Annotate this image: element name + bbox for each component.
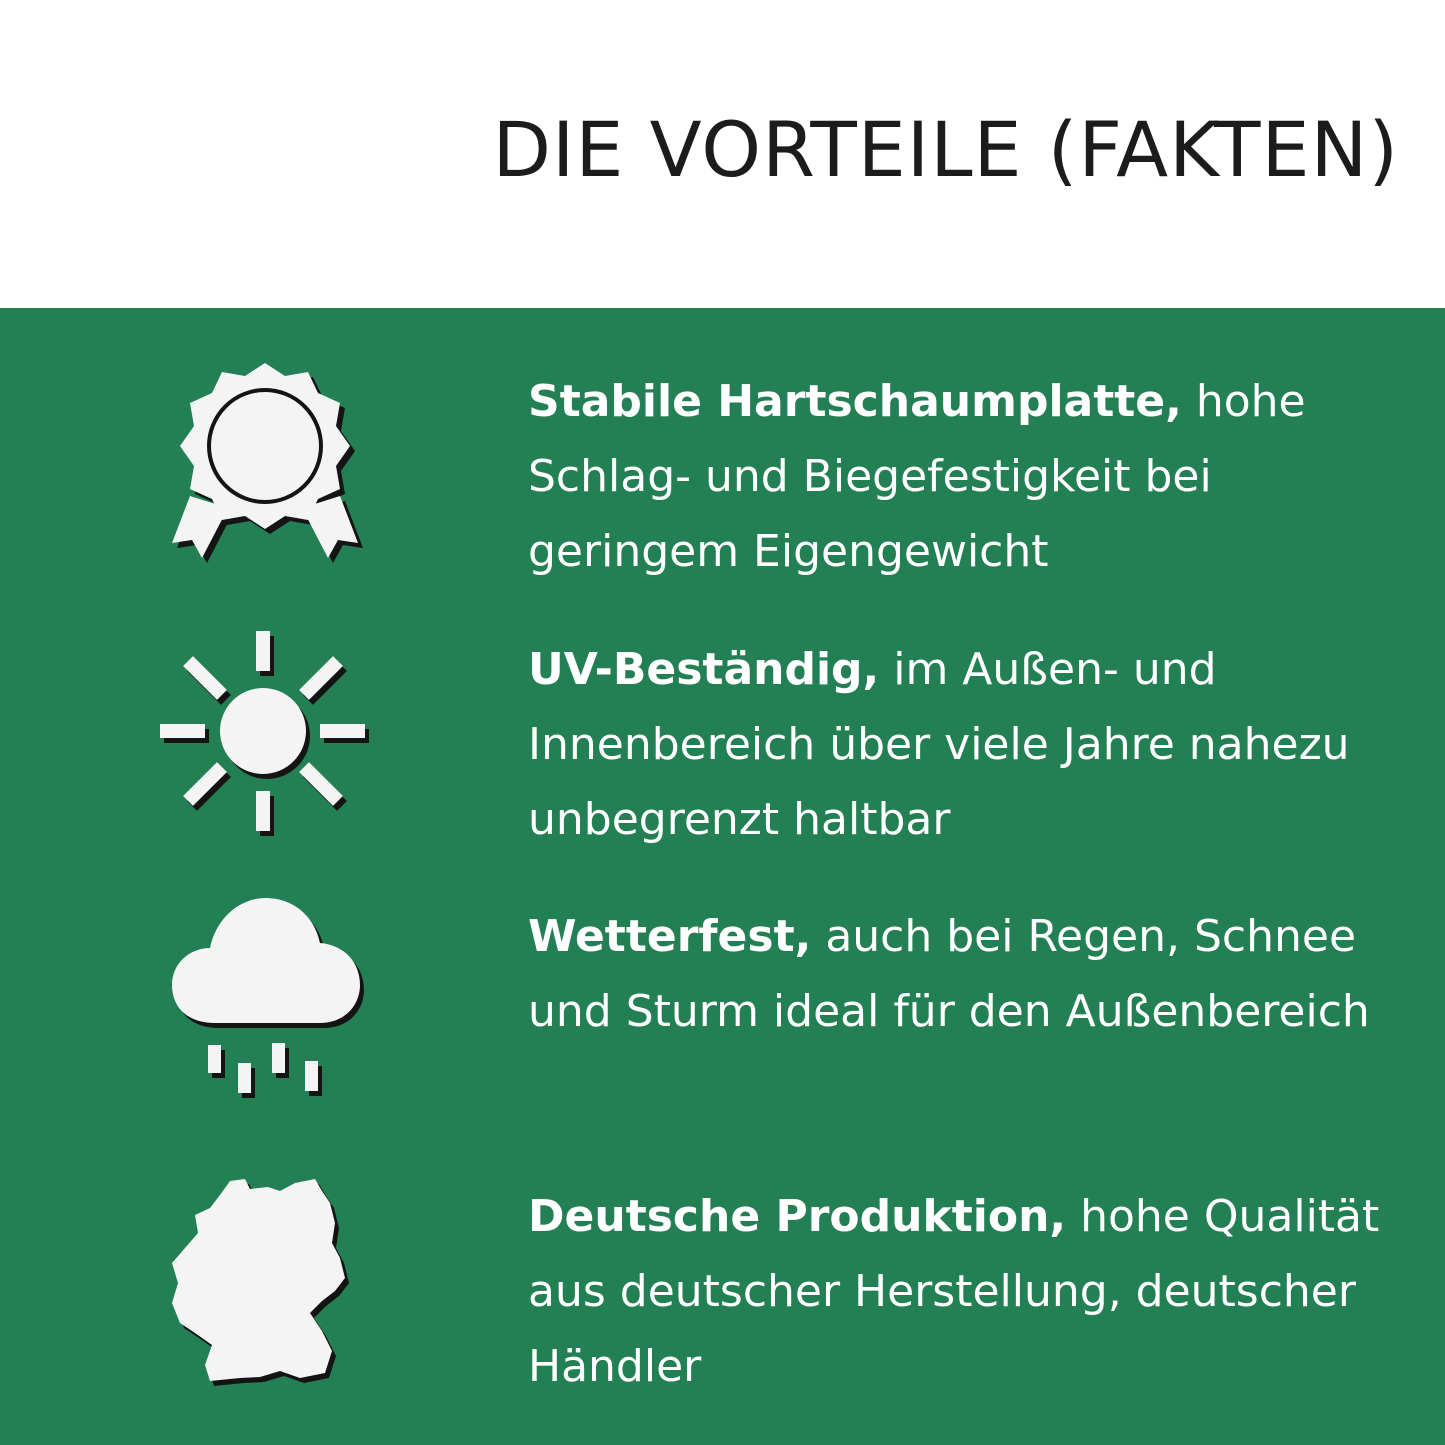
page-title: DIE VORTEILE (FAKTEN) bbox=[492, 105, 1399, 194]
feature-text bbox=[528, 899, 1408, 1049]
feature-text bbox=[528, 364, 1408, 589]
feature-stability bbox=[0, 358, 1445, 608]
header bbox=[0, 0, 1445, 308]
award-medal-icon bbox=[150, 358, 380, 588]
sun-icon bbox=[150, 626, 380, 856]
rain-cloud-icon bbox=[150, 893, 380, 1123]
feature-german-production bbox=[0, 1173, 1445, 1423]
feature-weatherproof bbox=[0, 893, 1445, 1143]
feature-uv-resistant bbox=[0, 626, 1445, 876]
feature-text bbox=[528, 1179, 1408, 1404]
feature-text bbox=[528, 632, 1408, 857]
feature-description: im Außen- und Innenbereich über viele Jahre nahezu unbegrenzt haltbar bbox=[528, 644, 1350, 845]
feature-headline: Stabile Hartschaumplatte, bbox=[528, 376, 1182, 427]
feature-description: auch bei Regen, Schnee und Sturm ideal für den Außenbereich bbox=[528, 911, 1370, 1037]
feature-description: hohe Schlag- und Biegefestigkeit bei geringem Eigengewicht bbox=[528, 376, 1306, 577]
feature-headline: Deutsche Produktion, bbox=[528, 1191, 1067, 1242]
germany-map-icon bbox=[150, 1173, 380, 1403]
features-panel bbox=[0, 308, 1445, 1445]
feature-headline: UV-Beständig, bbox=[528, 644, 880, 695]
feature-description: hohe Qualität aus deutscher Herstellung, deutscher Händler bbox=[528, 1191, 1380, 1392]
feature-headline: Wetterfest, bbox=[528, 911, 812, 962]
